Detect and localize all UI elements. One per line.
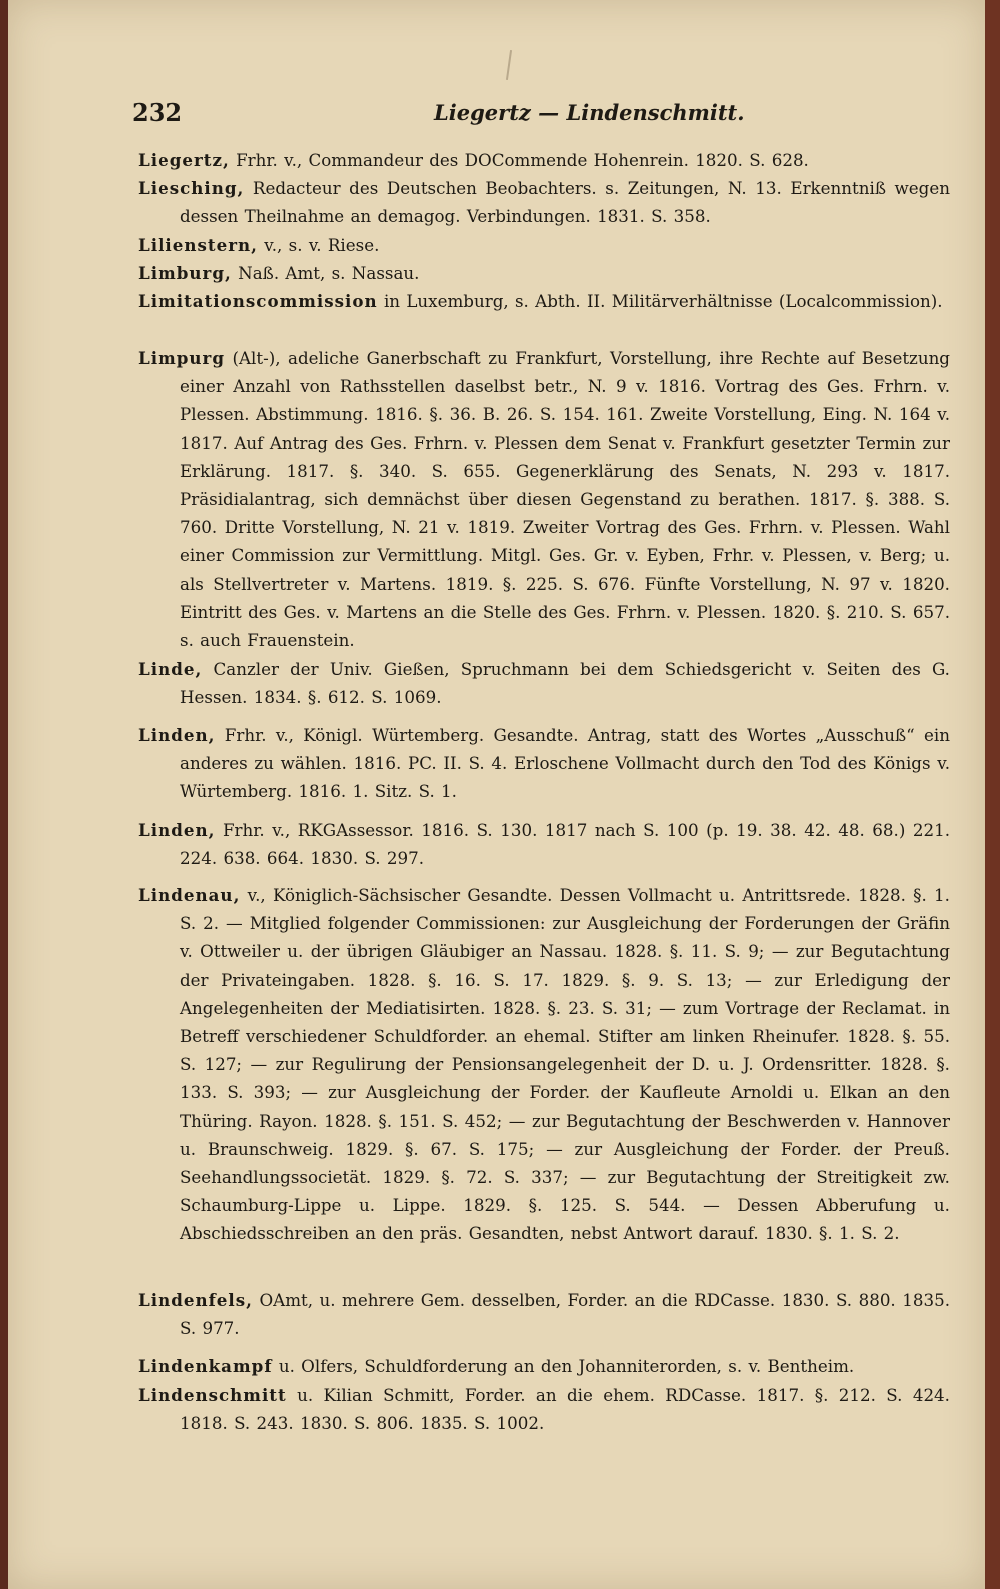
index-entry bbox=[138, 231, 950, 259]
index-entry bbox=[138, 146, 950, 174]
page-number: 232 bbox=[132, 98, 183, 127]
entry-text: Redacteur des Deutschen Beobachters. s. Zeitungen, N. 13. Erkenntniß wegen dessen Theilnahme an demagog. Verbindungen. 1831. S. 358. bbox=[180, 178, 950, 227]
entry-text: v., Königlich-Sächsischer Gesandte. Dessen Vollmacht u. Antrittsrede. 1828. §. 1. S. 2. — Mitglied folgender Commissionen: zur Ausgleichung der Forderungen der Gräfin v. Ottweiler u. der übrigen Gläubiger an Nassau. 1828. §. 11. S. 9; — zur Begutachtung der Privateingaben. 1828. §. 16. S. 17. 1829. §. 9. S. 13; — zur Erledigung der Angelegenheiten der Mediatisirten. 1828. §. 23. S. 31; — zum Vortrage der Reclamat. in Betreff verschiedener Schuldforder. an ehemal. Stifter am linken Rheinufer. 1828. §. 55. S. 127; — zur Regulirung der Pensionsangelegenheit der D. u. J. Ordensritter. 1828. §. 133. S. 393; — zur Ausgleichung der Forder. der Kaufleute Arnoldi u. Elkan an den Thüring. Rayon. 1828. §. 151. S. 452; — zur Begutachtung der Beschwerden v. Hannover u. Braunschweig. 1829. §. 67. S. 175; — zur Ausgleichung der Forder. der Preuß. Seehandlungssocietät. 1829. §. 72. S. 337; — zur Begutachtung der Streitigkeit zw. Schaumburg-Lippe u. Lippe. 1829. §. 125. S. 544. — Dessen Abberufung u. Abschiedsschreiben an den präs. Gesandten, nebst Antwort darauf. 1830. §. 1. S. 2. bbox=[180, 885, 950, 1244]
index-entry bbox=[138, 287, 950, 315]
entry-text: Canzler der Univ. Gießen, Spruchmann bei dem Schiedsgericht v. Seiten des G. Hessen. 1834. §. 612. S. 1069. bbox=[180, 659, 950, 708]
entry-text: u. Olfers, Schuldforderung an den Johanniterorden, s. v. Bentheim. bbox=[278, 1356, 855, 1376]
entry-headword: Liesching, bbox=[138, 178, 245, 198]
index-entry bbox=[138, 721, 950, 806]
entry-text: OAmt, u. mehrere Gem. desselben, Forder. an die RDCasse. 1830. S. 880. 1835. S. 977. bbox=[180, 1290, 950, 1339]
pencil-mark bbox=[506, 50, 512, 80]
running-title: Liegertz — Lindenschmitt. bbox=[434, 100, 745, 125]
entry-headword: Lindenschmitt bbox=[138, 1385, 287, 1405]
index-entry bbox=[138, 1381, 950, 1437]
entry-text: (Alt-), adeliche Ganerbschaft zu Frankfurt, Vorstellung, ihre Rechte auf Besetzung einer Anzahl von Rathsstellen daselbst betr., N. 9 v. 1816. Vortrag des Ges. Frhrn. v. Plessen. Abstimmung. 1816. §. 36. B. 26. S. 154. 161. Zweite Vorstellung, Eing. N. 164 v. 1817. Auf Antrag des Ges. Frhrn. v. Plessen dem Senat v. Frankfurt gesetzter Termin zur Erklärung. 1817. §. 340. S. 655. Gegenerklärung des Senats, N. 293 v. 1817. Präsidialantrag, sich demnächst über diesen Gegenstand zu berathen. 1817. §. 388. S. 760. Dritte Vorstellung, N. 21 v. 1819. Zweiter Vortrag des Ges. Frhrn. v. Plessen. Wahl einer Commission zur Vermittlung. Mitgl. Ges. Gr. v. Eyben, Frhr. v. Plessen, v. Berg; u. als Stellvertreter v. Martens. 1819. §. 225. S. 676. Fünfte Vorstellung, N. 97 v. 1820. Eintritt des Ges. v. Martens an die Stelle des Ges. Frhrn. v. Plessen. 1820. §. 210. S. 657. s. auch Frauenstein. bbox=[180, 348, 950, 651]
entry-headword: Lilienstern, bbox=[138, 235, 258, 255]
index-entry bbox=[138, 655, 950, 711]
index-entry bbox=[138, 259, 950, 287]
entry-headword: Limitationscommission bbox=[138, 291, 378, 311]
index-entry bbox=[138, 816, 950, 872]
entry-headword: Linden, bbox=[138, 725, 216, 745]
entry-headword: Limpurg bbox=[138, 348, 225, 368]
index-entry bbox=[138, 1286, 950, 1342]
entry-text: Naß. Amt, s. Nassau. bbox=[238, 263, 420, 283]
entry-headword: Limburg, bbox=[138, 263, 232, 283]
index-entry bbox=[138, 881, 950, 1248]
entry-headword: Linde, bbox=[138, 659, 203, 679]
entry-text: Frhr. v., Commandeur des DOCommende Hohenrein. 1820. S. 628. bbox=[236, 150, 809, 170]
entry-headword: Lindenau, bbox=[138, 885, 241, 905]
book-spine bbox=[985, 0, 1000, 1589]
entry-text: in Luxemburg, s. Abth. II. Militärverhältnisse (Localcommission). bbox=[383, 291, 943, 311]
index-entry bbox=[138, 344, 950, 654]
entry-text: v., s. v. Riese. bbox=[264, 235, 380, 255]
index-entry bbox=[138, 174, 950, 230]
index-entry bbox=[138, 1352, 950, 1380]
entry-text: u. Kilian Schmitt, Forder. an die ehem. RDCasse. 1817. §. 212. S. 424. 1818. S. 243. 1830. S. 806. 1835. S. 1002. bbox=[180, 1385, 950, 1434]
entry-text: Frhr. v., RKGAssessor. 1816. S. 130. 1817 nach S. 100 (p. 19. 38. 42. 48. 68.) 221. 224. 638. 664. 1830. S. 297. bbox=[180, 820, 951, 869]
entry-headword: Lindenfels, bbox=[138, 1290, 253, 1310]
entry-headword: Lindenkampf bbox=[138, 1356, 273, 1376]
entry-headword: Linden, bbox=[138, 820, 216, 840]
entry-headword: Liegertz, bbox=[138, 150, 230, 170]
entry-text: Frhr. v., Königl. Würtemberg. Gesandte. Antrag, statt des Wortes „Ausschuß“ ein anderes zu wählen. 1816. PC. II. S. 4. Erloschene Vollmacht durch den Tod des Königs v. Würtemberg. 1816. 1. Sitz. S. 1. bbox=[180, 725, 950, 802]
page-header bbox=[132, 98, 932, 138]
